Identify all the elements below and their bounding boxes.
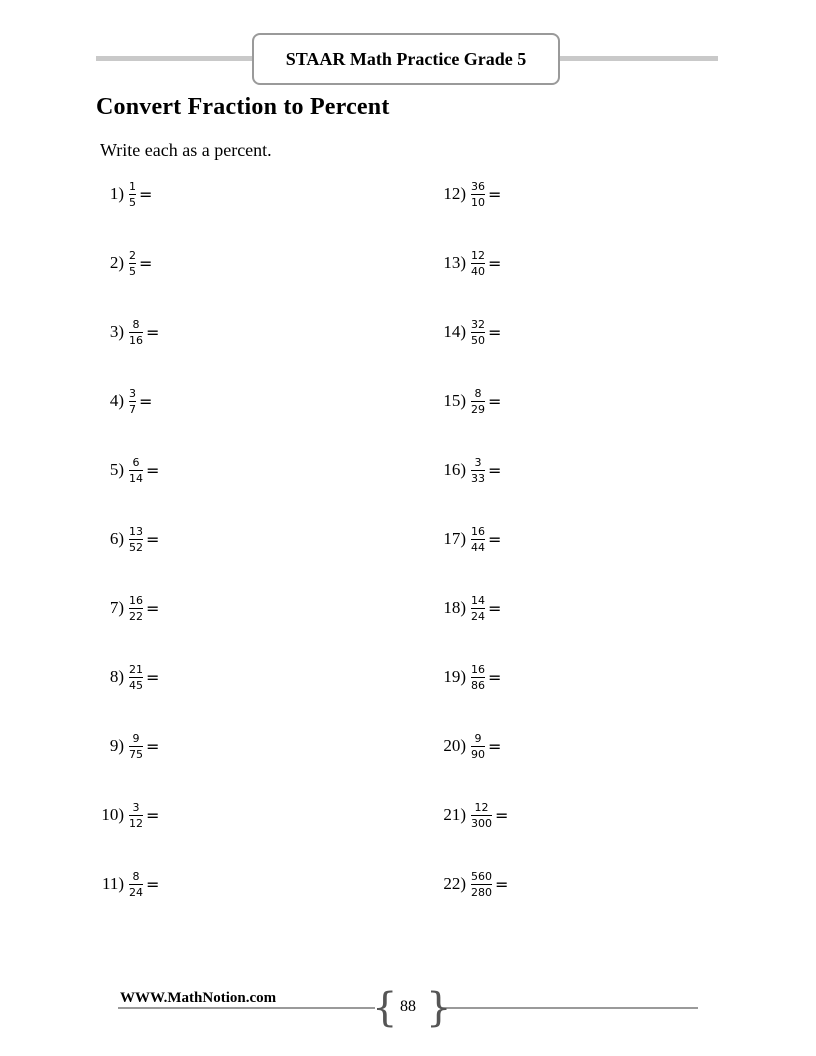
fraction-denominator: 5: [129, 195, 136, 209]
fraction-numerator: 16: [471, 524, 485, 538]
fraction-bar: [471, 884, 492, 885]
equals-sign: =: [146, 667, 160, 687]
fraction-bar: [471, 332, 485, 333]
problem-number: 11): [101, 874, 124, 893]
fraction: [471, 663, 485, 692]
problem-item: [436, 726, 501, 766]
problem-item: [96, 519, 159, 559]
fraction: [471, 456, 485, 485]
fraction: [129, 318, 143, 347]
equals-sign: =: [495, 874, 509, 894]
problem-item: [96, 174, 152, 214]
problem-number: 1): [109, 184, 124, 203]
fraction-bar: [471, 746, 485, 747]
equals-sign: =: [146, 805, 160, 825]
fraction: [129, 456, 143, 485]
problem-number: 19): [443, 667, 466, 686]
fraction-numerator: 8: [132, 317, 140, 331]
problem-item: [436, 312, 501, 352]
fraction-denominator: 24: [129, 885, 143, 899]
fraction: [129, 594, 143, 623]
equals-sign: =: [488, 529, 502, 549]
fraction: [129, 870, 143, 899]
equals-sign: =: [146, 460, 160, 480]
instructions: Write each as a percent.: [100, 140, 272, 160]
fraction-denominator: 7: [129, 402, 136, 416]
problem-number: 8): [109, 667, 124, 686]
fraction-bar: [129, 263, 136, 264]
problem-item: [436, 243, 501, 283]
fraction-numerator: 16: [471, 662, 485, 676]
fraction-numerator: 16: [129, 593, 143, 607]
fraction-bar: [471, 263, 485, 264]
fraction-bar: [129, 677, 143, 678]
fraction: [471, 318, 485, 347]
problem-item: [436, 588, 501, 628]
problem-item: [96, 450, 159, 490]
fraction-numerator: 12: [471, 248, 485, 262]
problem-item: [96, 726, 159, 766]
fraction-denominator: 90: [471, 747, 485, 761]
left-brace-icon: {: [372, 985, 398, 1031]
fraction-numerator: 9: [132, 731, 140, 745]
fraction-bar: [471, 470, 485, 471]
fraction-bar: [129, 608, 143, 609]
problem-item: [96, 243, 152, 283]
fraction-numerator: 8: [132, 869, 140, 883]
problem-number: 17): [443, 529, 466, 548]
fraction: [471, 732, 485, 761]
fraction-numerator: 13: [129, 524, 143, 538]
fraction-denominator: 45: [129, 678, 143, 692]
fraction-bar: [471, 608, 485, 609]
problem-item: [436, 450, 501, 490]
fraction-denominator: 40: [471, 264, 485, 278]
equals-sign: =: [146, 598, 160, 618]
problem-number: 13): [443, 253, 466, 272]
equals-sign: =: [488, 253, 502, 273]
fraction-denominator: 75: [129, 747, 143, 761]
fraction-numerator: 14: [471, 593, 485, 607]
footer-rule-left: [118, 1007, 375, 1009]
fraction: [471, 180, 485, 209]
problem-item: [96, 864, 159, 904]
fraction-numerator: 6: [132, 455, 140, 469]
fraction-numerator: 3: [132, 800, 140, 814]
fraction-numerator: 21: [129, 662, 143, 676]
right-brace-icon: }: [426, 985, 452, 1031]
problem-number: 12): [443, 184, 466, 203]
problem-number: 15): [443, 391, 466, 410]
fraction-bar: [129, 815, 143, 816]
problem-item: [436, 657, 501, 697]
problem-number: 22): [443, 874, 466, 893]
problem-number: 10): [101, 805, 124, 824]
equals-sign: =: [488, 391, 502, 411]
fraction-bar: [129, 470, 143, 471]
problem-item: [96, 657, 159, 697]
fraction: [471, 801, 492, 830]
problem-item: [436, 864, 508, 904]
fraction-numerator: 3: [474, 455, 482, 469]
fraction-numerator: 3: [129, 386, 136, 400]
problem-number: 9): [109, 736, 124, 755]
fraction-bar: [129, 194, 136, 195]
fraction: [129, 249, 136, 278]
fraction-denominator: 12: [129, 816, 143, 830]
page-title: Convert Fraction to Percent: [96, 94, 390, 120]
fraction-denominator: 24: [471, 609, 485, 623]
header-title-box: [252, 33, 560, 85]
equals-sign: =: [488, 598, 502, 618]
fraction-denominator: 52: [129, 540, 143, 554]
problem-item: [96, 312, 159, 352]
fraction-denominator: 280: [471, 885, 492, 899]
fraction-denominator: 44: [471, 540, 485, 554]
fraction-denominator: 22: [129, 609, 143, 623]
fraction-numerator: 9: [474, 731, 482, 745]
fraction: [471, 249, 485, 278]
fraction: [129, 180, 136, 209]
problem-number: 4): [109, 391, 124, 410]
fraction: [471, 387, 485, 416]
fraction-denominator: 86: [471, 678, 485, 692]
problem-number: 7): [109, 598, 124, 617]
fraction-bar: [129, 332, 143, 333]
equals-sign: =: [139, 184, 153, 204]
problem-item: [96, 381, 152, 421]
fraction-bar: [129, 401, 136, 402]
fraction-bar: [129, 884, 143, 885]
problem-item: [436, 174, 501, 214]
equals-sign: =: [488, 667, 502, 687]
fraction-bar: [471, 677, 485, 678]
equals-sign: =: [146, 874, 160, 894]
fraction-bar: [471, 401, 485, 402]
problem-number: 3): [109, 322, 124, 341]
fraction: [129, 525, 143, 554]
problem-number: 14): [443, 322, 466, 341]
fraction: [129, 801, 143, 830]
footer-rule-right: [440, 1007, 698, 1009]
fraction: [471, 870, 492, 899]
problem-number: 5): [109, 460, 124, 479]
fraction-numerator: 560: [471, 869, 492, 883]
header-rule-left: [96, 56, 256, 61]
fraction: [129, 663, 143, 692]
fraction: [129, 387, 136, 416]
fraction-numerator: 8: [474, 386, 482, 400]
fraction-bar: [129, 539, 143, 540]
equals-sign: =: [146, 736, 160, 756]
problem-item: [96, 588, 159, 628]
fraction-denominator: 14: [129, 471, 143, 485]
problem-item: [96, 795, 159, 835]
fraction-numerator: 36: [471, 179, 485, 193]
fraction-denominator: 16: [129, 333, 143, 347]
page-number: 88: [400, 998, 416, 1015]
problem-item: [436, 519, 501, 559]
fraction-bar: [471, 815, 492, 816]
fraction-bar: [471, 194, 485, 195]
problem-item: [436, 795, 508, 835]
fraction-denominator: 33: [471, 471, 485, 485]
problem-number: 6): [109, 529, 124, 548]
fraction-denominator: 5: [129, 264, 136, 278]
equals-sign: =: [488, 736, 502, 756]
fraction-denominator: 10: [471, 195, 485, 209]
header-rule-right: [560, 56, 718, 61]
equals-sign: =: [139, 391, 153, 411]
equals-sign: =: [488, 460, 502, 480]
equals-sign: =: [488, 322, 502, 342]
equals-sign: =: [495, 805, 509, 825]
fraction-numerator: 1: [129, 179, 136, 193]
equals-sign: =: [488, 184, 502, 204]
problem-item: [436, 381, 501, 421]
footer-website: WWW.MathNotion.com: [120, 990, 277, 1006]
problem-number: 20): [443, 736, 466, 755]
header-title: STAAR Math Practice Grade 5: [285, 48, 527, 69]
fraction-numerator: 32: [471, 317, 485, 331]
problem-number: 2): [109, 253, 124, 272]
fraction-numerator: 2: [129, 248, 136, 262]
fraction-bar: [129, 746, 143, 747]
fraction-denominator: 50: [471, 333, 485, 347]
problem-number: 18): [443, 598, 466, 617]
problem-number: 21): [443, 805, 466, 824]
equals-sign: =: [146, 529, 160, 549]
equals-sign: =: [139, 253, 153, 273]
fraction-numerator: 12: [474, 800, 489, 814]
problem-number: 16): [443, 460, 466, 479]
fraction-denominator: 29: [471, 402, 485, 416]
equals-sign: =: [146, 322, 160, 342]
fraction-bar: [471, 539, 485, 540]
fraction: [129, 732, 143, 761]
fraction: [471, 594, 485, 623]
fraction: [471, 525, 485, 554]
fraction-denominator: 300: [471, 816, 492, 830]
